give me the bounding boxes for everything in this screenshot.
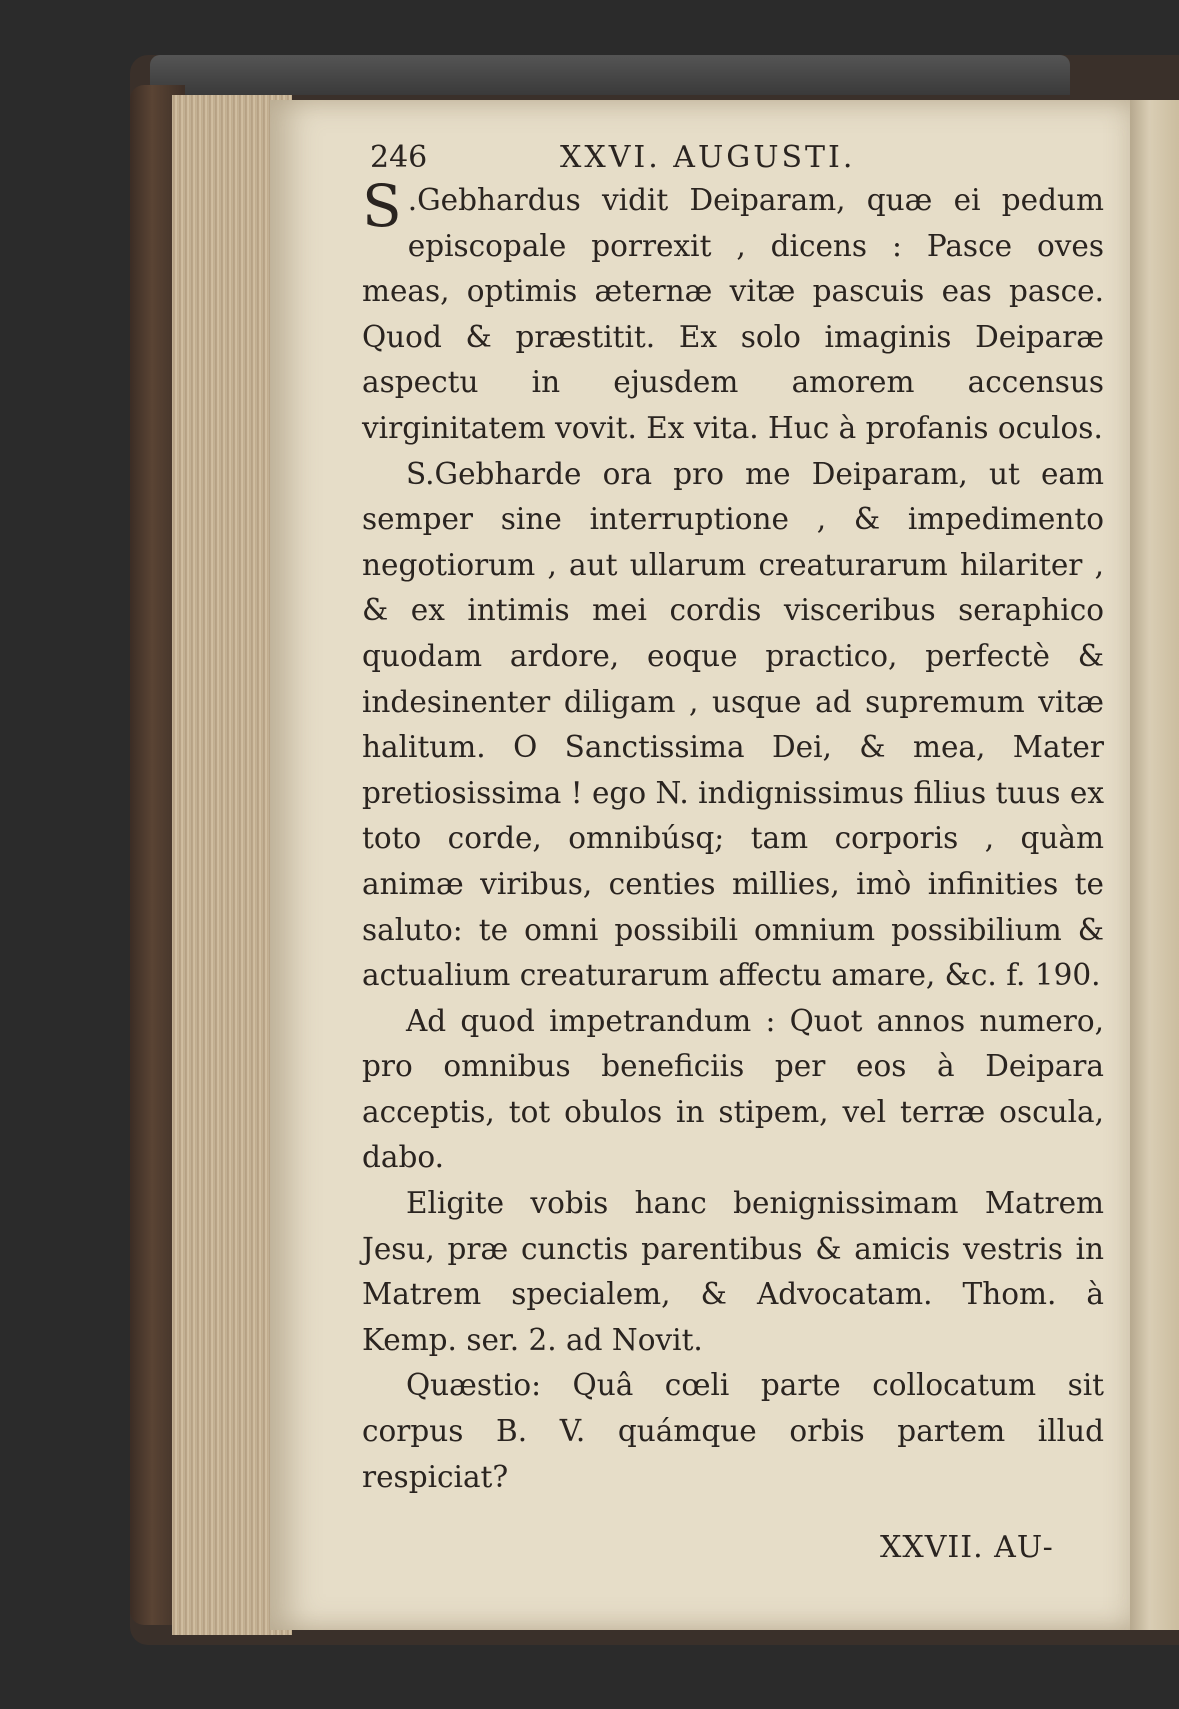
paragraph-1 — [362, 172, 1104, 452]
catchword: XXVII. AU- — [880, 1530, 1054, 1565]
drop-capital: S — [362, 172, 402, 240]
running-title: XXVI. AUGUSTI. — [560, 140, 856, 175]
paragraph-3: Ad quod impetrandum : Quot annos numero, pro omnibus beneficiis per eos à Deipara acceptis, tot obulos in stipem, vel terræ oscula, dabo. — [362, 1003, 1104, 1175]
paragraph-2: S.Gebharde ora pro me Deiparam, ut eam semper sine interruptione , & impedimento negotiorum , aut ullarum creaturarum hilariter , & ex intimis mei cordis visceribus seraphico quodam ardore, eoque practico, perfectè & indesinenter diligam , usque ad supremum vitæ halitum. O Sanctissima Dei, & mea, Mater pretiosissima ! ego N. indignissimus filius tuus ex toto corde, omnibúsq; tam corporis , quàm animæ viribus, centies millies, imò infinities te saluto: te omni possibili omnium possibilium & actualium creaturarum affectu amare, &c. f. 190. — [362, 456, 1104, 993]
page-header — [370, 140, 1050, 180]
paragraph-text: .Gebhardus vidit Deiparam, quæ ei pedum episcopale porrexit , dicens : Pasce oves meas, optimis æternæ vitæ pascuis eas pasce. Quod & præstitit. Ex solo imaginis Deiparæ aspectu in ejusdem amorem accensus virginitatem vovit. Ex vita. Huc à profanis oculos. — [362, 183, 1104, 445]
paragraph-4: Eligite vobis hanc benignissimam Matrem Jesu, præ cunctis parentibus & amicis vestris in Matrem specialem, & Advocatam. Thom. à Kemp. ser. 2. ad Novit. — [362, 1186, 1104, 1357]
page-body — [362, 172, 1104, 1500]
paragraph-5: Quæstio: Quâ cœli parte collocatum sit corpus B. V. quámque orbis partem illud respiciat? — [362, 1368, 1104, 1494]
page-number: 246 — [370, 140, 428, 175]
facing-page-edge — [1130, 100, 1179, 1630]
book-top-edge — [150, 55, 1070, 95]
